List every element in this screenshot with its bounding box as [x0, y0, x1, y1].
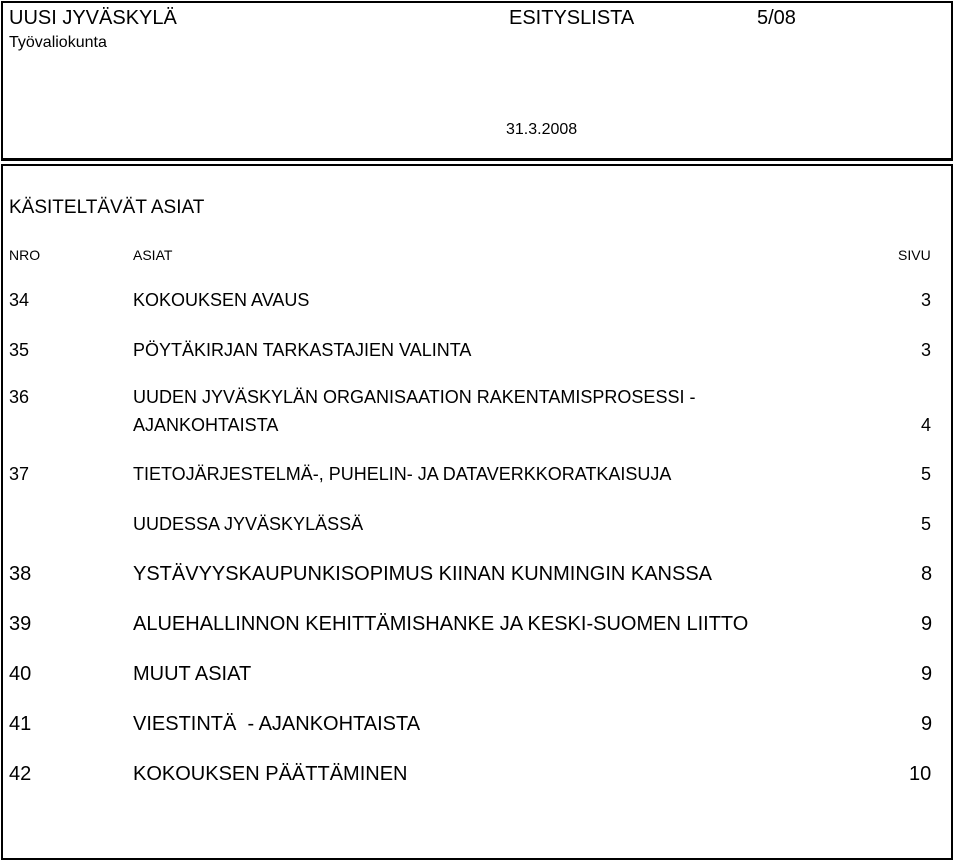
- agenda-item-subject-line2: AJANKOHTAISTA: [133, 415, 279, 435]
- agenda-item-page: 5: [921, 464, 932, 484]
- agenda-item-subject: UUDESSA JYVÄSKYLÄSSÄ: [133, 514, 364, 534]
- agenda-item-subject: VIESTINTÄ - AJANKOHTAISTA: [133, 713, 421, 735]
- agenda-item-page: 9: [921, 663, 933, 685]
- agenda-item-page: 8: [921, 563, 933, 585]
- agenda-item-subject-line1: UUDEN JYVÄSKYLÄN ORGANISAATION RAKENTAMISPROSESSI -: [133, 387, 696, 407]
- organization-name: UUSI JYVÄSKYLÄ: [9, 7, 177, 29]
- agenda-item-page: 9: [921, 713, 933, 735]
- agenda-item-page: 10: [909, 763, 932, 785]
- agenda-item-number: 36: [9, 387, 30, 407]
- agenda-item-number: 39: [9, 613, 32, 635]
- agenda-item-page: 5: [921, 514, 932, 534]
- agenda-item-number: 38: [9, 563, 32, 585]
- agenda-item-number: 41: [9, 713, 32, 735]
- agenda-item-page: 3: [921, 290, 932, 310]
- agenda-item-number: 40: [9, 663, 32, 685]
- agenda-item-subject: KOKOUKSEN AVAUS: [133, 290, 310, 310]
- agenda-item-subject: YSTÄVYYSKAUPUNKISOPIMUS KIINAN KUNMINGIN KANSSA: [133, 563, 713, 585]
- agenda-title: KÄSITELTÄVÄT ASIAT: [9, 197, 205, 218]
- document-type: ESITYSLISTA: [509, 7, 635, 29]
- agenda-item-subject: MUUT ASIAT: [133, 663, 252, 685]
- agenda-item-page: 4: [921, 415, 932, 435]
- meeting-date: 31.3.2008: [506, 121, 578, 138]
- committee-name: Työvaliokunta: [9, 34, 107, 51]
- document-number: 5/08: [757, 7, 796, 29]
- agenda-item-number: 34: [9, 290, 30, 310]
- agenda-section: [1, 164, 953, 860]
- agenda-item-number: 42: [9, 763, 32, 785]
- column-header-number: NRO: [9, 247, 41, 263]
- agenda-item-number: 37: [9, 464, 30, 484]
- agenda-item-subject: PÖYTÄKIRJAN TARKASTAJIEN VALINTA: [133, 340, 472, 360]
- column-header-subject: ASIAT: [133, 247, 173, 263]
- agenda-item-page: 9: [921, 613, 933, 635]
- agenda-item-page: 3: [921, 340, 932, 360]
- agenda-item-subject: KOKOUKSEN PÄÄTTÄMINEN: [133, 763, 408, 785]
- column-header-page: SIVU: [898, 247, 931, 263]
- agenda-item-subject: ALUEHALLINNON KEHITTÄMISHANKE JA KESKI-SUOMEN LIITTO: [133, 613, 749, 635]
- agenda-item-subject: TIETOJÄRJESTELMÄ-, PUHELIN- JA DATAVERKKORATKAISUJA: [133, 464, 672, 484]
- agenda-item-number: 35: [9, 340, 30, 360]
